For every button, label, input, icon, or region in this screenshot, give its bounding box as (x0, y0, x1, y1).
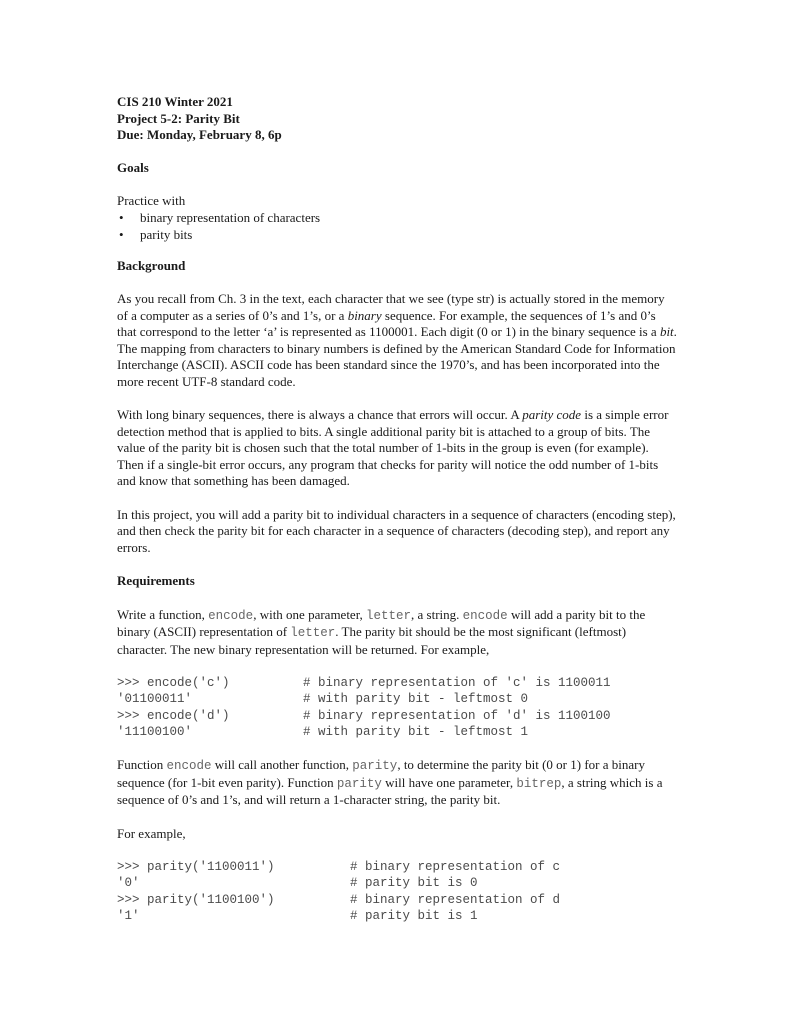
code-line: '11100100' # with parity bit - leftmost 1 (117, 724, 529, 739)
course-title: CIS 210 Winter 2021 (117, 94, 233, 109)
requirements-heading: Requirements (117, 573, 195, 588)
code-line: >>> encode('d') # binary representation of 'd' is 1100100 (117, 708, 611, 723)
background-heading: Background (117, 257, 186, 273)
code-line: >>> parity('1100100') # binary representation of d (117, 892, 561, 907)
list-item: • binary representation of characters (117, 210, 677, 227)
code-line: '1' # parity bit is 1 (117, 909, 478, 924)
code-line: '01100011' # with parity bit - leftmost 0 (117, 692, 529, 707)
requirements-paragraph-2: Function encode will call another function, parity, to determine the parity bit (0 or 1) for a binary sequence (for 1-bit even parity). Function parity will have one parameter, bitrep, a string which is a sequence of 0’s and 1’s, and will return a 1-character string, the parity bit. (117, 757, 663, 808)
goals-heading: Goals (117, 159, 149, 175)
document-content (117, 94, 677, 924)
code-line: '0' # parity bit is 0 (117, 876, 478, 891)
code-example-encode (117, 675, 677, 740)
project-title: Project 5-2: Parity Bit (117, 110, 240, 126)
requirements-paragraph-3: For example, (117, 825, 186, 841)
code-example-parity (117, 859, 677, 924)
document-header (117, 94, 677, 144)
goals-intro: Practice with (117, 193, 186, 208)
code-line: >>> encode('c') # binary representation of 'c' is 1100011 (117, 676, 611, 690)
background-paragraph-1: As you recall from Ch. 3 in the text, each character that we see (type str) is actually stored in the memory of a computer as a series of 0’s and 1’s, or a binary sequence. For example, the sequences of 1’s and 0’s that correspond to the letter ‘a’ is represented as 1100001. Each digit (0 or 1) in the binary sequence is a bit. The mapping from characters to binary numbers is defined by the American Standard Code for Information Interchange (ASCII). ASCII code has been standard since the 1970’s, and has been incorporated into the more recent UTF-8 standard code. (117, 291, 677, 389)
code-line: >>> parity('1100011') # binary representation of c (117, 860, 561, 875)
background-paragraph-3: In this project, you will add a parity bit to individual characters in a sequence of characters (encoding step), and then check the parity bit for each character in a sequence of characters (decoding step), and report any errors. (117, 506, 676, 555)
requirements-paragraph-1: Write a function, encode, with one parameter, letter, a string. encode will add a parity bit to the binary (ASCII) representation of letter. The parity bit should be the most significant (leftmost) character. The new binary representation will be returned. For example, (117, 606, 646, 657)
list-item: • parity bits (117, 227, 677, 244)
goals-list (117, 210, 677, 244)
background-paragraph-2: With long binary sequences, there is always a chance that errors will occur. A parity code is a simple error detection method that is applied to bits. A single additional parity bit is attached to a group of bits. The value of the parity bit is chosen such that the total number of 1-bits in the group is even (for example). Then if a single-bit error occurs, any program that checks for parity will notice the odd number of 1-bits and know that something has been damaged. (117, 407, 669, 488)
due-date: Due: Monday, February 8, 6p (117, 127, 282, 142)
